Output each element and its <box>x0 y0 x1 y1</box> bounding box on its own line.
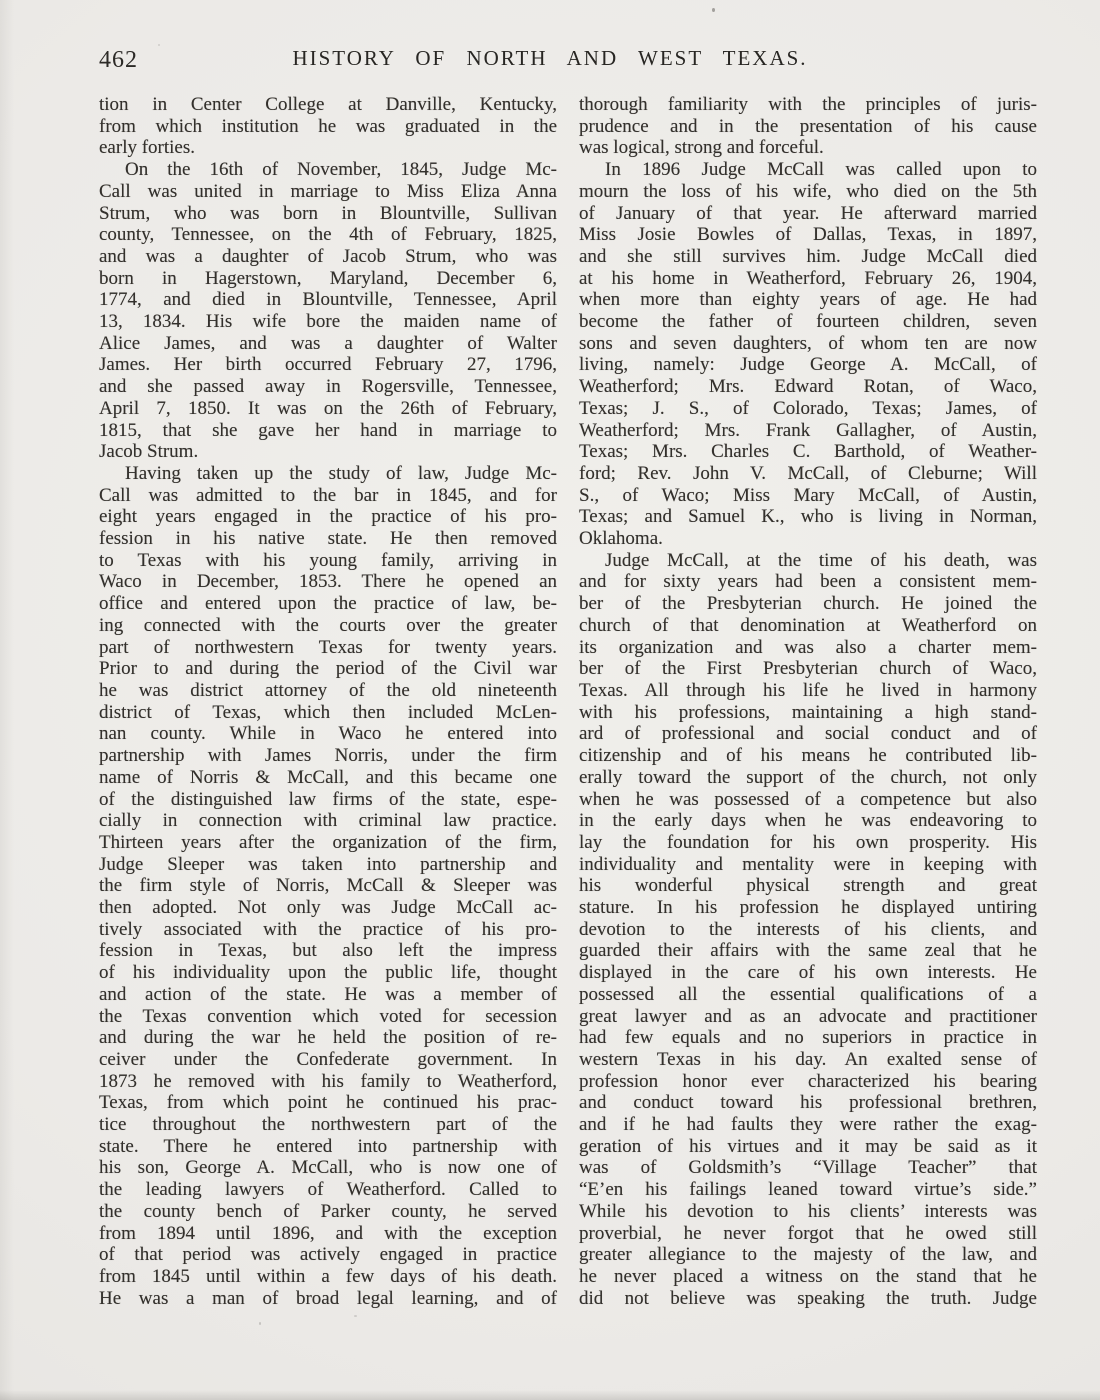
text-line: then adopted. Not only was Judge McCall ac- <box>99 897 557 919</box>
scan-edge-shade <box>0 0 14 1400</box>
text-line: Alice James, and was a daughter of Walter <box>99 332 557 354</box>
text-line: become the father of fourteen children, seven <box>579 311 1037 333</box>
text-line: In 1896 Judge McCall was called upon to <box>605 159 1037 181</box>
text-line: Oklahoma. <box>579 528 663 550</box>
text-line: Weatherford; Mrs. Edward Rotan, of Waco, <box>579 376 1037 398</box>
text-line: 1873 he removed with his family to Weatherford, <box>99 1070 557 1092</box>
text-line: possessed all the essential qualifications of a <box>579 983 1037 1005</box>
text-line: displayed in the care of his own interests. He <box>579 962 1037 984</box>
text-columns <box>99 94 1037 1309</box>
text-line: lay the foundation for his own prosperity. His <box>579 831 1037 853</box>
scan-speck <box>259 1322 261 1325</box>
text-line: at his home in Weatherford, February 26, 1904, <box>579 267 1037 289</box>
text-line: prudence and in the presentation of his cause <box>579 115 1037 137</box>
text-line: Texas; and Samuel K., who is living in Norman, <box>579 506 1037 528</box>
text-line: to Texas with his young family, arriving in <box>99 549 557 571</box>
text-line: and was a daughter of Jacob Strum, who was <box>99 245 557 267</box>
text-line: geration of his virtues and it may be said as it <box>579 1135 1037 1157</box>
text-line: On the 16th of November, 1845, Judge Mc- <box>125 159 557 181</box>
paragraph <box>99 159 557 463</box>
text-line: partnership with James Norris, under the firm <box>99 745 557 767</box>
right-column <box>579 94 1037 1309</box>
text-line: individuality and mentality were in keeping with <box>579 853 1037 875</box>
text-line: tion in Center College at Danville, Kentucky, <box>99 94 557 115</box>
text-line: the leading lawyers of Weatherford. Called to <box>99 1179 557 1201</box>
text-line: Call was united in marriage to Miss Eliza Anna <box>99 180 557 202</box>
text-line: ard of professional and social conduct and of <box>579 723 1037 745</box>
text-line: Thirteen years after the organization of the firm, <box>99 831 557 853</box>
text-line: with his professions, maintaining a high stand- <box>579 701 1037 723</box>
text-line: Call was admitted to the bar in 1845, and for <box>99 484 557 506</box>
text-line: James. Her birth occurred February 27, 1796, <box>99 354 557 376</box>
text-line: Jacob Strum. <box>99 441 199 463</box>
text-line: he was district attorney of the old nineteenth <box>99 679 557 701</box>
text-line: was of Goldsmith’s “Village Teacher” that <box>579 1157 1037 1179</box>
text-line: and conduct toward his professional brethren, <box>579 1092 1037 1114</box>
text-line: tively associated with the practice of his pro- <box>99 918 557 940</box>
text-line: district of Texas, which then included McLen- <box>99 701 557 723</box>
text-line: of January of that year. He afterward married <box>579 202 1037 224</box>
text-line: and during the war he held the position of re- <box>99 1027 557 1049</box>
text-line: He was a man of broad legal learning, and of <box>99 1287 557 1309</box>
text-line: 1774, and died in Blountville, Tennessee, April <box>99 289 557 311</box>
text-line: the firm style of Norris, McCall & Sleeper was <box>99 875 557 897</box>
text-line: county, Tennessee, on the 4th of February, 1825, <box>99 224 557 246</box>
text-line: western Texas in his day. An exalted sense of <box>579 1048 1037 1070</box>
text-line: of his individuality upon the public life, thought <box>99 962 557 984</box>
text-line: part of northwestern Texas for twenty years. <box>99 636 557 658</box>
paragraph <box>99 463 557 1309</box>
text-line: eight years engaged in the practice of his pro- <box>99 506 557 528</box>
scan-speck <box>354 1315 357 1317</box>
running-header: HISTORY OF NORTH AND WEST TEXAS. <box>292 46 808 70</box>
text-line: fession in his native state. He then removed <box>99 528 557 550</box>
text-line: the county bench of Parker county, he served <box>99 1200 557 1222</box>
text-line: ber of the First Presbyterian church of Waco, <box>579 658 1037 680</box>
text-line: from 1894 until 1896, and with the exception <box>99 1222 557 1244</box>
text-line: Texas, from which point he continued his prac- <box>99 1092 557 1114</box>
text-line: his son, George A. McCall, who is now one of <box>99 1157 557 1179</box>
text-line: tice throughout the northwestern part of the <box>99 1114 557 1136</box>
text-line: he never placed a witness on the stand that he <box>579 1265 1037 1287</box>
text-line: April 7, 1850. It was on the 26th of February, <box>99 397 557 419</box>
text-line: Miss Josie Bowles of Dallas, Texas, in 1897, <box>579 224 1037 246</box>
text-line: living, namely: Judge George A. McCall, of <box>579 354 1037 376</box>
text-line: 1815, that she gave her hand in marriage to <box>99 419 557 441</box>
text-line: proverbial, he never forgot that he owed still <box>579 1222 1037 1244</box>
text-line: and for sixty years had been a consistent mem- <box>579 571 1037 593</box>
text-line: church of that denomination at Weatherford on <box>579 614 1037 636</box>
text-line: Texas; Mrs. Charles C. Barthold, of Weather- <box>579 441 1037 463</box>
scan-speck <box>531 168 533 171</box>
text-line: Strum, who was born in Blountville, Sullivan <box>99 202 557 224</box>
text-line: great lawyer and as an advocate and practitioner <box>579 1005 1037 1027</box>
text-line: devotion to the interests of his clients, and <box>579 918 1037 940</box>
text-line: was logical, strong and forceful. <box>579 137 824 159</box>
text-line: from which institution he was graduated in the <box>99 115 557 137</box>
text-line: profession honor ever characterized his bearing <box>579 1070 1037 1092</box>
text-line: guarded their affairs with the same zeal that he <box>579 940 1037 962</box>
scan-speck <box>158 44 160 46</box>
scan-bottom-shade <box>0 1390 1100 1400</box>
text-line: S., of Waco; Miss Mary McCall, of Austin, <box>579 484 1037 506</box>
paragraph <box>99 94 557 159</box>
text-line: Judge Sleeper was taken into partnership and <box>99 853 557 875</box>
text-line: Waco in December, 1853. There he opened an <box>99 571 557 593</box>
text-line: 13, 1834. His wife bore the maiden name of <box>99 311 557 333</box>
text-line: his wonderful physical strength and great <box>579 875 1037 897</box>
text-line: and if he had faults they were rather the exag- <box>579 1114 1037 1136</box>
paragraph <box>579 94 1037 159</box>
text-line: and she passed away in Rogersville, Tennessee, <box>99 376 557 398</box>
text-line: born in Hagerstown, Maryland, December 6, <box>99 267 557 289</box>
text-line: ing connected with the courts over the greater <box>99 614 557 636</box>
text-line: greater allegiance to the majesty of the law, and <box>579 1244 1037 1266</box>
text-line: of that period was actively engaged in practice <box>99 1244 557 1266</box>
text-line: name of Norris & McCall, and this became one <box>99 766 557 788</box>
text-line: ber of the Presbyterian church. He joined the <box>579 593 1037 615</box>
text-line: and action of the state. He was a member of <box>99 983 557 1005</box>
text-line: state. There he entered into partnership with <box>99 1135 557 1157</box>
text-line: ford; Rev. John V. McCall, of Cleburne; Will <box>579 462 1037 484</box>
text-line: Weatherford; Mrs. Frank Gallagher, of Austin, <box>579 419 1037 441</box>
text-line: While his devotion to his clients’ interests was <box>579 1200 1037 1222</box>
text-line: Judge McCall, at the time of his death, was <box>605 549 1037 571</box>
text-line: erally toward the support of the church, not only <box>579 766 1037 788</box>
text-line: Prior to and during the period of the Civil war <box>99 658 557 680</box>
paragraph <box>579 159 1037 550</box>
text-line: in the early days when he was endeavoring to <box>579 810 1037 832</box>
text-line: office and entered upon the practice of law, be- <box>99 593 557 615</box>
scan-speck <box>712 8 715 12</box>
text-line: thorough familiarity with the principles of juris- <box>579 94 1037 115</box>
text-line: when more than eighty years of age. He had <box>579 289 1037 311</box>
text-line: did not believe was speaking the truth. Judge <box>579 1287 1037 1309</box>
text-line: when he was possessed of a competence but also <box>579 788 1037 810</box>
text-line: Texas. All through his life he lived in harmony <box>579 679 1037 701</box>
text-line: stature. In his profession he displayed untiring <box>579 897 1037 919</box>
left-column <box>99 94 557 1309</box>
text-line: ceiver under the Confederate government. In <box>99 1048 557 1070</box>
text-line: Texas; J. S., of Colorado, Texas; James, of <box>579 397 1037 419</box>
text-line: early forties. <box>99 137 196 159</box>
text-line: mourn the loss of his wife, who died on the 5th <box>579 180 1037 202</box>
text-line: fession in Texas, but also left the impress <box>99 940 557 962</box>
text-line: nan county. While in Waco he entered into <box>99 723 557 745</box>
text-line: citizenship and of his means he contributed lib- <box>579 745 1037 767</box>
text-line: the Texas convention which voted for secession <box>99 1005 557 1027</box>
page-number: 462 <box>99 47 138 73</box>
text-line: from 1845 until within a few days of his death. <box>99 1265 557 1287</box>
text-line: cially in connection with criminal law practice. <box>99 810 557 832</box>
text-line: Having taken up the study of law, Judge Mc- <box>125 462 557 484</box>
text-line: and she still survives him. Judge McCall died <box>579 245 1037 267</box>
text-line: had few equals and no superiors in practice in <box>579 1027 1037 1049</box>
text-line: sons and seven daughters, of whom ten are now <box>579 332 1037 354</box>
paragraph <box>579 550 1037 1310</box>
text-line: “E’en his failings leaned toward virtue’s side.” <box>579 1179 1037 1201</box>
text-line: its organization and was also a charter mem- <box>579 636 1037 658</box>
text-line: of the distinguished law firms of the state, espe- <box>99 788 557 810</box>
